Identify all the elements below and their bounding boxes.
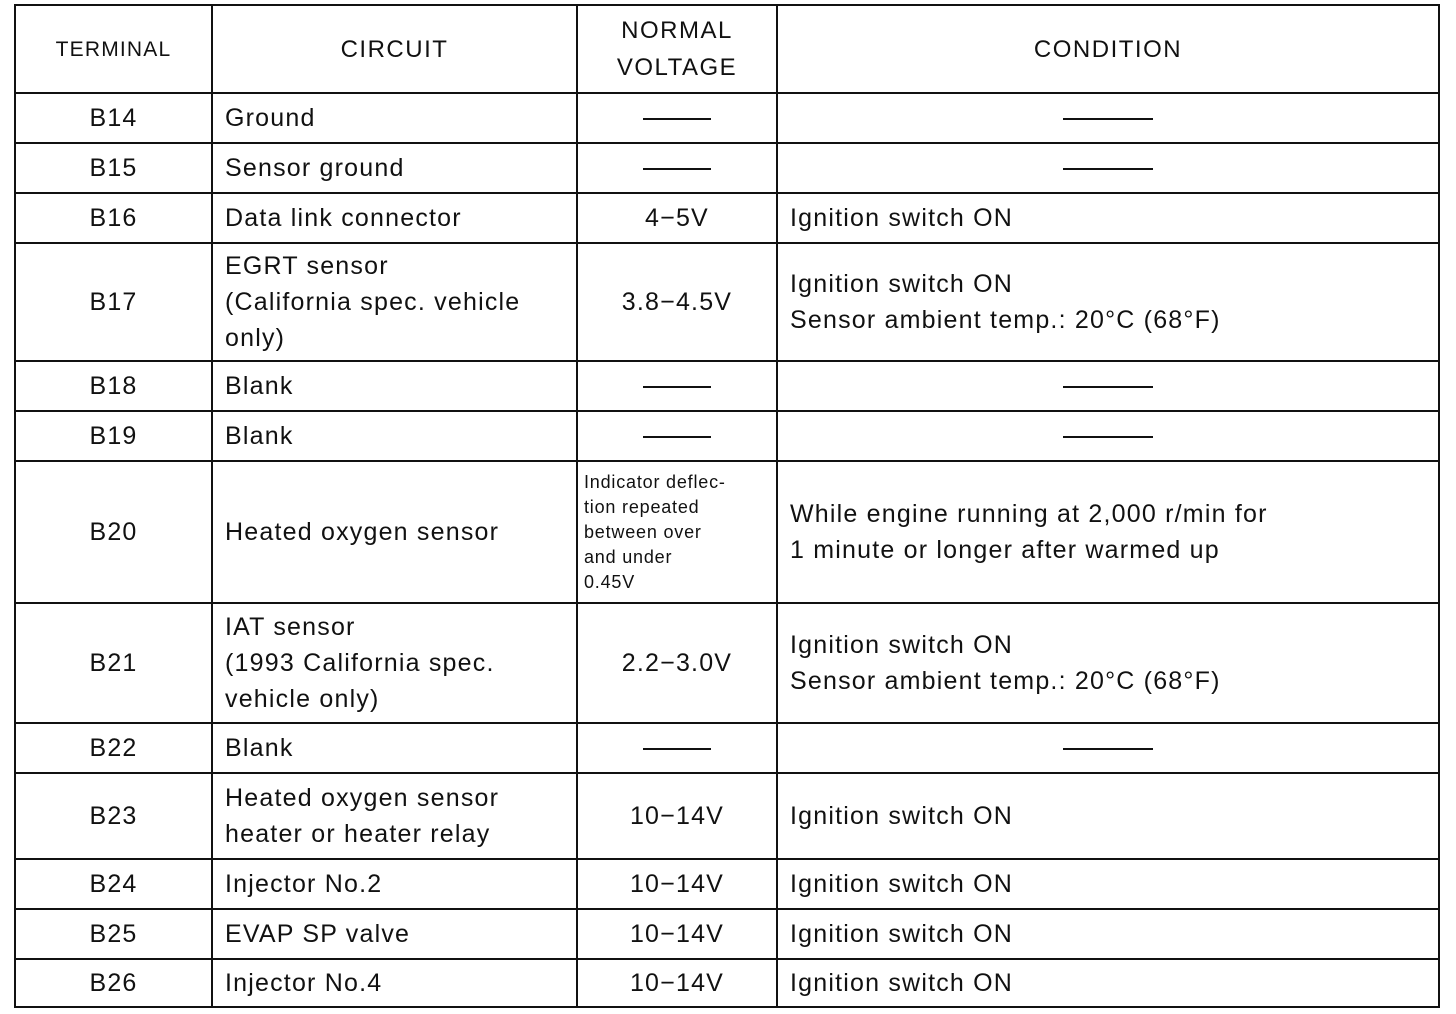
voltage-cell-empty bbox=[577, 93, 777, 143]
terminal-cell: B22 bbox=[15, 723, 212, 773]
dash-mark bbox=[643, 168, 711, 170]
condition-text: Ignition switch ON bbox=[790, 270, 1014, 298]
circuit-text: heater or heater relay bbox=[225, 820, 491, 848]
circuit-cell bbox=[212, 603, 577, 723]
circuit-text: Data link connector bbox=[225, 204, 462, 232]
condition-text: Ignition switch ON bbox=[790, 631, 1014, 659]
table-row bbox=[15, 773, 1439, 859]
condition-cell bbox=[777, 193, 1439, 243]
condition-cell bbox=[777, 461, 1439, 603]
terminal-cell: B20 bbox=[15, 461, 212, 603]
dash-mark bbox=[1063, 118, 1153, 120]
circuit-text: (California spec. vehicle bbox=[225, 288, 521, 316]
table-row bbox=[15, 461, 1439, 603]
voltage-text: Indicator deflec- bbox=[584, 471, 726, 492]
circuit-text: Heated oxygen sensor bbox=[225, 784, 500, 812]
condition-cell-empty bbox=[777, 143, 1439, 193]
dash-mark bbox=[643, 386, 711, 388]
table-row bbox=[15, 723, 1439, 773]
voltage-cell bbox=[577, 461, 777, 603]
circuit-text: Blank bbox=[225, 422, 294, 450]
circuit-cell bbox=[212, 723, 577, 773]
dash-mark bbox=[643, 436, 711, 438]
dash-mark bbox=[643, 118, 711, 120]
terminal-voltage-table-page bbox=[14, 4, 1438, 1004]
terminal-cell: B17 bbox=[15, 243, 212, 361]
condition-cell bbox=[777, 243, 1439, 361]
terminal-cell: B21 bbox=[15, 603, 212, 723]
circuit-cell bbox=[212, 93, 577, 143]
condition-cell bbox=[777, 959, 1439, 1007]
circuit-cell bbox=[212, 361, 577, 411]
circuit-text: Blank bbox=[225, 734, 294, 762]
terminal-cell: B19 bbox=[15, 411, 212, 461]
circuit-text: IAT sensor bbox=[225, 613, 356, 641]
voltage-text: between over bbox=[584, 521, 702, 542]
terminal-cell: B26 bbox=[15, 959, 212, 1007]
table-row bbox=[15, 243, 1439, 361]
voltage-cell: 10−14V bbox=[577, 859, 777, 909]
circuit-cell bbox=[212, 143, 577, 193]
circuit-cell bbox=[212, 909, 577, 959]
voltage-cell: 3.8−4.5V bbox=[577, 243, 777, 361]
header-row bbox=[15, 5, 1439, 93]
table-row bbox=[15, 143, 1439, 193]
table-body bbox=[15, 93, 1439, 1007]
condition-text: 1 minute or longer after warmed up bbox=[790, 536, 1220, 564]
condition-text: Ignition switch ON bbox=[790, 969, 1014, 997]
terminal-cell: B24 bbox=[15, 859, 212, 909]
condition-cell-empty bbox=[777, 361, 1439, 411]
table-row bbox=[15, 959, 1439, 1007]
condition-cell-empty bbox=[777, 93, 1439, 143]
condition-cell-empty bbox=[777, 723, 1439, 773]
condition-text: While engine running at 2,000 r/min for bbox=[790, 500, 1268, 528]
voltage-cell-empty bbox=[577, 411, 777, 461]
dash-mark bbox=[643, 748, 711, 750]
circuit-cell bbox=[212, 859, 577, 909]
terminal-cell: B25 bbox=[15, 909, 212, 959]
circuit-text: (1993 California spec. bbox=[225, 649, 495, 677]
voltage-text: 0.45V bbox=[584, 571, 636, 592]
table-row bbox=[15, 93, 1439, 143]
circuit-cell bbox=[212, 461, 577, 603]
condition-cell bbox=[777, 773, 1439, 859]
circuit-text: Blank bbox=[225, 372, 294, 400]
circuit-text: Ground bbox=[225, 104, 316, 132]
circuit-cell bbox=[212, 193, 577, 243]
terminal-cell: B14 bbox=[15, 93, 212, 143]
terminal-voltage-table bbox=[14, 4, 1440, 1008]
condition-cell-empty bbox=[777, 411, 1439, 461]
voltage-cell-empty bbox=[577, 723, 777, 773]
header-condition: CONDITION bbox=[777, 5, 1439, 93]
voltage-cell: 2.2−3.0V bbox=[577, 603, 777, 723]
circuit-text: Sensor ground bbox=[225, 154, 405, 182]
circuit-text: Injector No.2 bbox=[225, 870, 383, 898]
circuit-text: EVAP SP valve bbox=[225, 920, 411, 948]
circuit-text: Injector No.4 bbox=[225, 969, 383, 997]
circuit-text: Heated oxygen sensor bbox=[225, 518, 500, 546]
condition-cell bbox=[777, 603, 1439, 723]
table-row bbox=[15, 909, 1439, 959]
circuit-cell bbox=[212, 243, 577, 361]
voltage-text: tion repeated bbox=[584, 496, 700, 517]
voltage-cell: 10−14V bbox=[577, 959, 777, 1007]
table-row bbox=[15, 859, 1439, 909]
condition-text: Sensor ambient temp.: 20°C (68°F) bbox=[790, 667, 1221, 695]
table-row bbox=[15, 361, 1439, 411]
header-voltage-line-2: VOLTAGE bbox=[616, 54, 738, 81]
condition-text: Ignition switch ON bbox=[790, 920, 1014, 948]
table-row bbox=[15, 411, 1439, 461]
condition-text: Ignition switch ON bbox=[790, 204, 1014, 232]
condition-text: Ignition switch ON bbox=[790, 870, 1014, 898]
voltage-cell-empty bbox=[577, 361, 777, 411]
dash-mark bbox=[1063, 748, 1153, 750]
terminal-cell: B15 bbox=[15, 143, 212, 193]
voltage-cell: 10−14V bbox=[577, 909, 777, 959]
circuit-cell bbox=[212, 411, 577, 461]
condition-cell bbox=[777, 909, 1439, 959]
voltage-cell-empty bbox=[577, 143, 777, 193]
dash-mark bbox=[1063, 168, 1153, 170]
voltage-cell: 10−14V bbox=[577, 773, 777, 859]
circuit-text: vehicle only) bbox=[225, 685, 380, 713]
circuit-text: EGRT sensor bbox=[225, 252, 389, 280]
circuit-cell bbox=[212, 959, 577, 1007]
table-row bbox=[15, 603, 1439, 723]
voltage-cell: 4−5V bbox=[577, 193, 777, 243]
terminal-cell: B18 bbox=[15, 361, 212, 411]
condition-text: Ignition switch ON bbox=[790, 802, 1014, 830]
header-voltage-line-1: NORMAL bbox=[621, 17, 733, 44]
header-circuit: CIRCUIT bbox=[212, 5, 577, 93]
table-row bbox=[15, 193, 1439, 243]
dash-mark bbox=[1063, 436, 1153, 438]
condition-text: Sensor ambient temp.: 20°C (68°F) bbox=[790, 306, 1221, 334]
condition-cell bbox=[777, 859, 1439, 909]
terminal-cell: B16 bbox=[15, 193, 212, 243]
circuit-cell bbox=[212, 773, 577, 859]
circuit-text: only) bbox=[225, 324, 286, 352]
header-normal-voltage bbox=[577, 5, 777, 93]
terminal-cell: B23 bbox=[15, 773, 212, 859]
dash-mark bbox=[1063, 386, 1153, 388]
header-terminal: TERMINAL bbox=[15, 5, 212, 93]
voltage-text: and under bbox=[584, 546, 673, 567]
